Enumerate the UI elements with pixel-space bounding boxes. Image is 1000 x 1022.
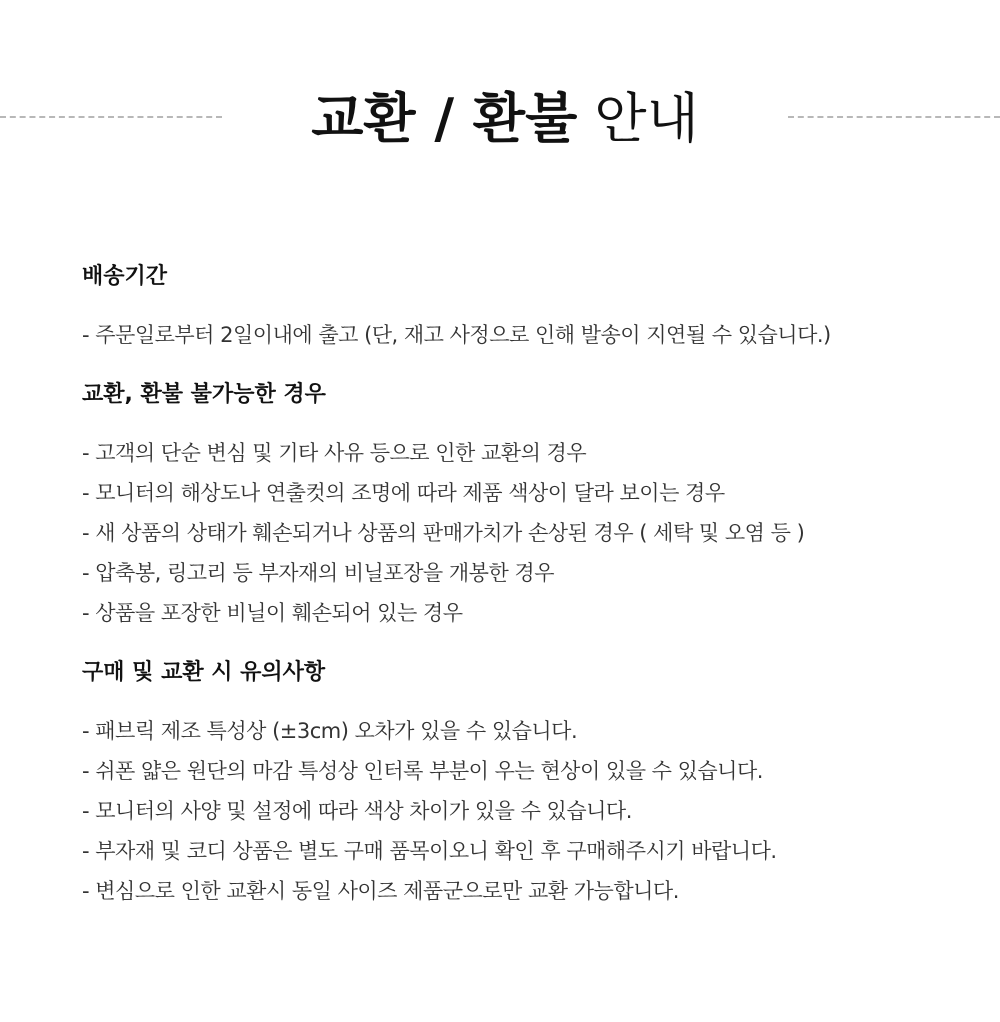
section-shipping-period xyxy=(82,257,982,355)
spacer xyxy=(82,415,982,433)
list-item: - 부자재 및 코디 상품은 별도 구매 품목이오니 확인 후 구매해주시기 바랍니다. xyxy=(82,839,777,863)
section-purchase-notes xyxy=(82,653,982,911)
title-row xyxy=(0,78,1000,158)
section-no-refund-cases xyxy=(82,375,982,633)
no-refund-list xyxy=(82,433,982,633)
spacer xyxy=(82,355,982,375)
list-item: - 변심으로 인한 교환시 동일 사이즈 제품군으로만 교환 가능합니다. xyxy=(82,879,679,903)
spacer xyxy=(82,633,982,653)
page-title xyxy=(240,78,770,159)
notice-content xyxy=(82,257,982,911)
left-dashed-divider xyxy=(0,116,222,118)
list-item: - 새 상품의 상태가 훼손되거나 상품의 판매가치가 손상된 경우 ( 세탁 및 오염 등 ) xyxy=(82,521,805,545)
section-heading: 교환, 환불 불가능한 경우 xyxy=(82,382,326,407)
list-item: - 모니터의 해상도나 연출컷의 조명에 따라 제품 색상이 달라 보이는 경우 xyxy=(82,481,725,505)
page-title-light: 안내 xyxy=(594,87,699,150)
list-item: - 고객의 단순 변심 및 기타 사유 등으로 인한 교환의 경우 xyxy=(82,441,587,465)
list-item: - 모니터의 사양 및 설정에 따라 색상 차이가 있을 수 있습니다. xyxy=(82,799,632,823)
spacer xyxy=(82,297,982,315)
shipping-info-list xyxy=(82,315,982,355)
purchase-notes-list xyxy=(82,711,982,911)
section-heading: 구매 및 교환 시 유의사항 xyxy=(82,660,326,685)
list-item: - 압축봉, 링고리 등 부자재의 비닐포장을 개봉한 경우 xyxy=(82,561,554,585)
page-title-strong: 교환 / 환불 xyxy=(311,86,578,150)
spacer xyxy=(82,693,982,711)
list-item: - 패브릭 제조 특성상 (±3cm) 오차가 있을 수 있습니다. xyxy=(82,719,578,743)
section-heading: 배송기간 xyxy=(82,264,168,289)
list-item: - 상품을 포장한 비닐이 훼손되어 있는 경우 xyxy=(82,601,463,625)
right-dashed-divider xyxy=(788,116,1000,118)
list-item: - 주문일로부터 2일이내에 출고 (단, 재고 사정으로 인해 발송이 지연될 수 있습니다.) xyxy=(82,323,831,347)
list-item: - 쉬폰 얇은 원단의 마감 특성상 인터록 부분이 우는 현상이 있을 수 있습니다. xyxy=(82,759,763,783)
